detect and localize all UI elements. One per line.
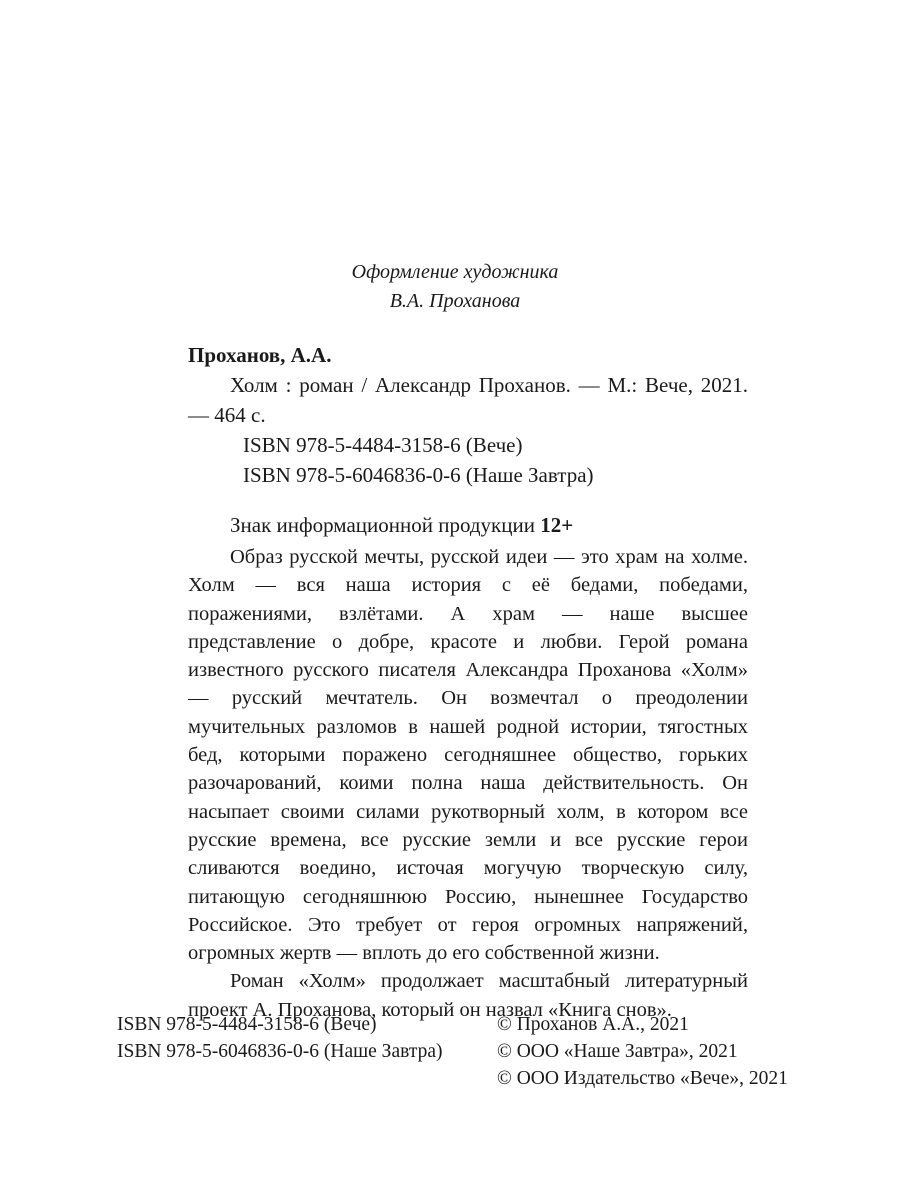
footer-copyright-block [497,1011,788,1092]
copyright-veche: © ООО Издательство «Вече», 2021 [497,1068,788,1089]
copyright-nashe-zavtra: © ООО «Наше Завтра», 2021 [497,1041,738,1062]
age-rating-value: 12+ [540,513,574,537]
annotation-paragraph-1: Образ русской мечты, русской идеи — это храм на холме. Холм — вся наша история с её бедами, победами, поражениями, взлётами. А храм — наше высшее представление о добре, красоте и любви. Герой романа известного русского писателя Александра Проханова «Холм» — русский мечтатель. Он возмечтал о преодолении мучительных разломов в нашей родной истории, тягостных бед, которыми поражено сегодняшнее общество, горьких разочарований, коими полна наша действительность. Он насыпает своими силами рукотворный холм, в котором все русские времена, все русские земли и все русские герои сливаются воедино, источая могучую творческую силу, питающую сегодняшнюю Россию, нынешнее Государство Российское. Это требует от героя огромных напряжений, огромных жертв — вплоть до его собственной жизни. [188,546,748,965]
bibliographic-record [188,340,748,540]
annotation [188,543,748,1024]
author-heading: Проханов, А.А. [188,343,332,367]
designer-credit-label: Оформление художника [351,261,559,283]
age-rating-sign [188,510,748,540]
footer-isbn-block [117,1011,442,1065]
footer-isbn-nashe-zavtra: ISBN 978-5-6046836-0-6 (Наше Завтра) [117,1041,443,1062]
copyright-author: © Проханов А.А., 2021 [497,1014,689,1035]
title-record: Холм : роман / Александр Проханов. — М.: Вече, 2021. — 464 с. [188,373,748,427]
isbn-veche: ISBN 978-5-4484-3158-6 (Вече) [243,433,523,457]
designer-credit [0,258,900,316]
isbn-nashe-zavtra: ISBN 978-5-6046836-0-6 (Наше Завтра) [243,463,594,487]
age-rating-label: Знак информационной продукции [230,513,535,537]
annotation-paragraph-2: Роман «Холм» продолжает масштабный литературный проект А. Проханова, который он назвал «Книга снов». [188,970,748,1021]
designer-name: В.А. Проханова [389,290,521,312]
footer-isbn-veche: ISBN 978-5-4484-3158-6 (Вече) [117,1014,377,1035]
